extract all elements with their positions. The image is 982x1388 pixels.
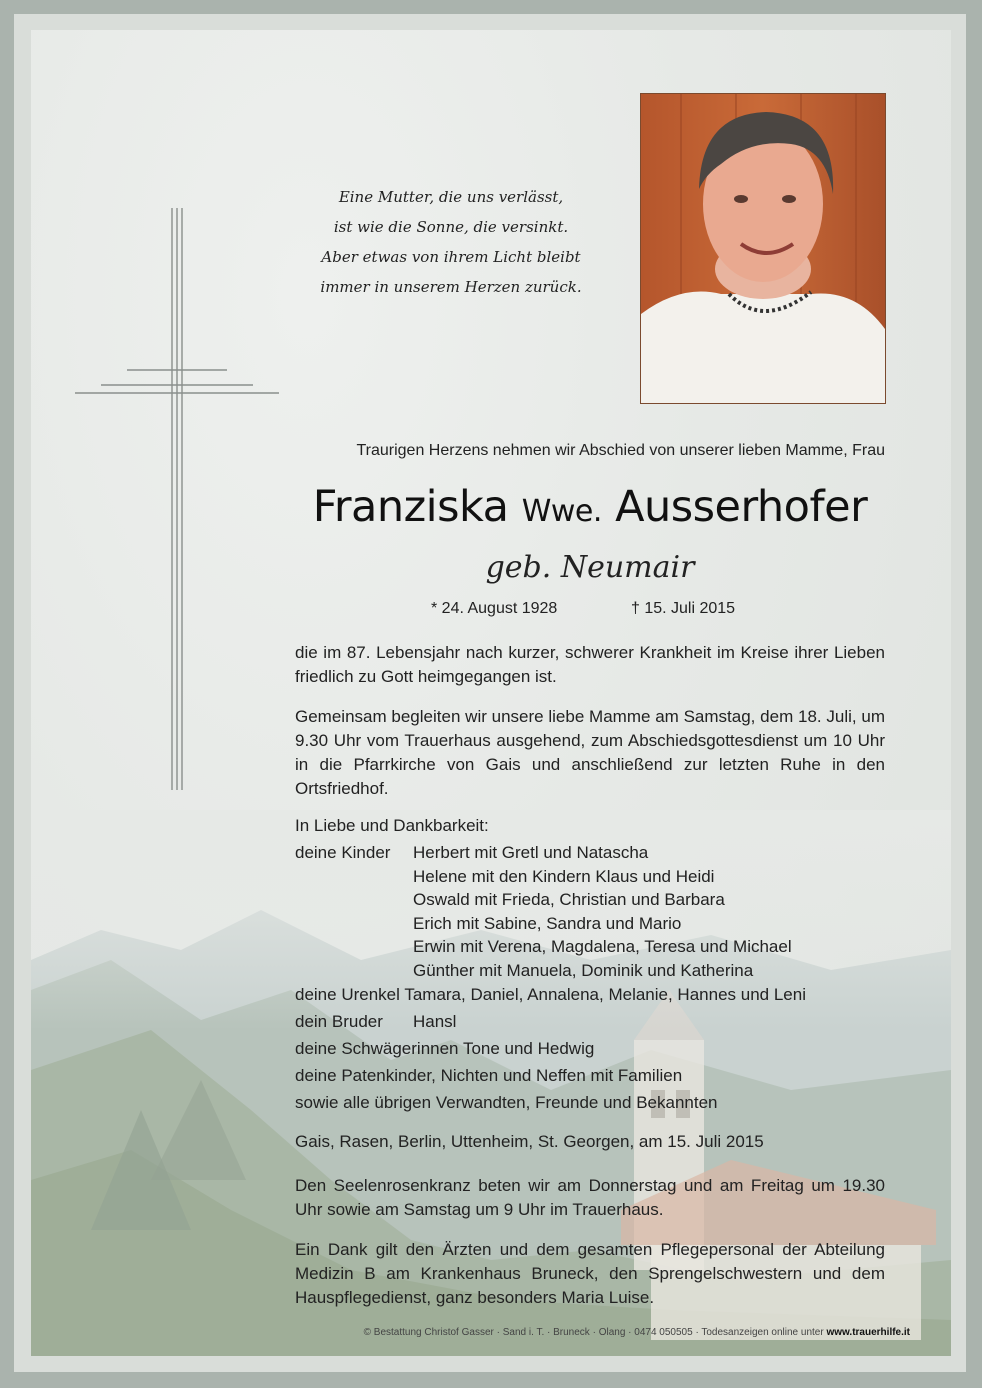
footer-text: © Bestattung Christof Gasser · Sand i. T. · Bruneck · Olang · 0474 050505 · Todesanzeigen online unter [363, 1327, 824, 1338]
relative-names: Tamara, Daniel, Annalena, Melanie, Hannes und Leni [404, 985, 806, 1004]
rosary-details: Den Seelenrosenkranz beten wir am Donnerstag und am Freitag um 19.30 Uhr sowie am Samstag um 9 Uhr im Trauerhaus. [295, 1176, 885, 1219]
relative-label: dein Bruder [295, 1012, 383, 1031]
passing-text: die im 87. Lebensjahr nach kurzer, schwerer Krankheit im Kreise ihrer Lieben friedlich zu Gott heimgegangen ist. [295, 643, 885, 686]
death-date: † 15. Juli 2015 [631, 600, 736, 617]
widow-title: Wwe. [521, 494, 602, 529]
relative-names: Hansl [413, 1012, 457, 1031]
relative-names: Verwandten, Freunde und Bekannten [435, 1093, 718, 1112]
footer-link[interactable]: www.trauerhilfe.it [826, 1327, 910, 1338]
relative-label: sowie alle übrigen [295, 1093, 432, 1112]
place-and-date: Gais, Rasen, Berlin, Uttenheim, St. Georgen, am 15. Juli 2015 [295, 1132, 764, 1151]
list-item: Erwin mit Verena, Magdalena, Teresa und Michael [413, 937, 792, 957]
portrait-photo [640, 93, 886, 404]
relative-label: deine Schwägerinnen [295, 1039, 459, 1058]
relative-row [295, 1093, 717, 1113]
relative-row [295, 1039, 594, 1059]
list-item: Helene mit den Kindern Klaus und Heidi [413, 866, 715, 886]
acknowledgement: Ein Dank gilt den Ärzten und dem gesamten Pflegepersonal der Abteilung Medizin B am Krankenhaus Bruneck, den Sprengelschwestern und dem Hauspflegedienst, ganz besonders Maria Luise. [295, 1240, 885, 1307]
relative-row [295, 1012, 456, 1032]
deceased-name [295, 482, 885, 532]
quote-line: ist wie die Sonne, die versinkt. [333, 218, 569, 236]
first-name: Franziska [312, 482, 509, 532]
list-item: Oswald mit Frieda, Christian und Barbara [413, 890, 725, 910]
relative-row [295, 985, 806, 1005]
last-name: Ausserhofer [615, 482, 868, 532]
relative-names: Nichten und Neffen mit Familien [440, 1066, 683, 1085]
list-item: Erich mit Sabine, Sandra und Mario [413, 913, 682, 933]
funeral-details: Gemeinsam begleiten wir unsere liebe Mamme am Samstag, dem 18. Juli, um 9.30 Uhr vom Trauerhaus ausgehend, zum Abschiedsgottesdienst um 10 Uhr in die Pfarrkirche von Gais und anschließend zur letzten Ruhe in den Ortsfriedhof. [295, 707, 885, 798]
children-label: deine Kinder [295, 843, 391, 862]
quote-line: immer in unserem Herzen zurück. [320, 278, 582, 296]
birth-date: * 24. August 1928 [431, 600, 558, 617]
list-item: Günther mit Manuela, Dominik und Katherina [413, 960, 754, 980]
mourners-heading: In Liebe und Dankbarkeit: [295, 816, 489, 835]
children-names [413, 841, 893, 983]
relative-names: Tone und Hedwig [462, 1039, 595, 1058]
relative-row [295, 1066, 682, 1086]
quote-line: Eine Mutter, die uns verlässt, [338, 188, 564, 206]
intro-line: Traurigen Herzens nehmen wir Abschied von unserer lieben Mamme, Frau [356, 442, 885, 459]
cross-icon [31, 30, 291, 810]
list-item: Herbert mit Gretl und Natascha [413, 843, 649, 862]
footer-credit [295, 1327, 910, 1338]
relative-label: deine Urenkel [295, 985, 400, 1004]
obituary-card [31, 30, 951, 1356]
relative-label: deine Patenkinder, [295, 1066, 436, 1085]
maiden-name: geb. Neumair [485, 550, 695, 585]
quote-line: Aber etwas von ihrem Licht bleibt [321, 248, 581, 266]
memorial-quote [281, 182, 621, 302]
